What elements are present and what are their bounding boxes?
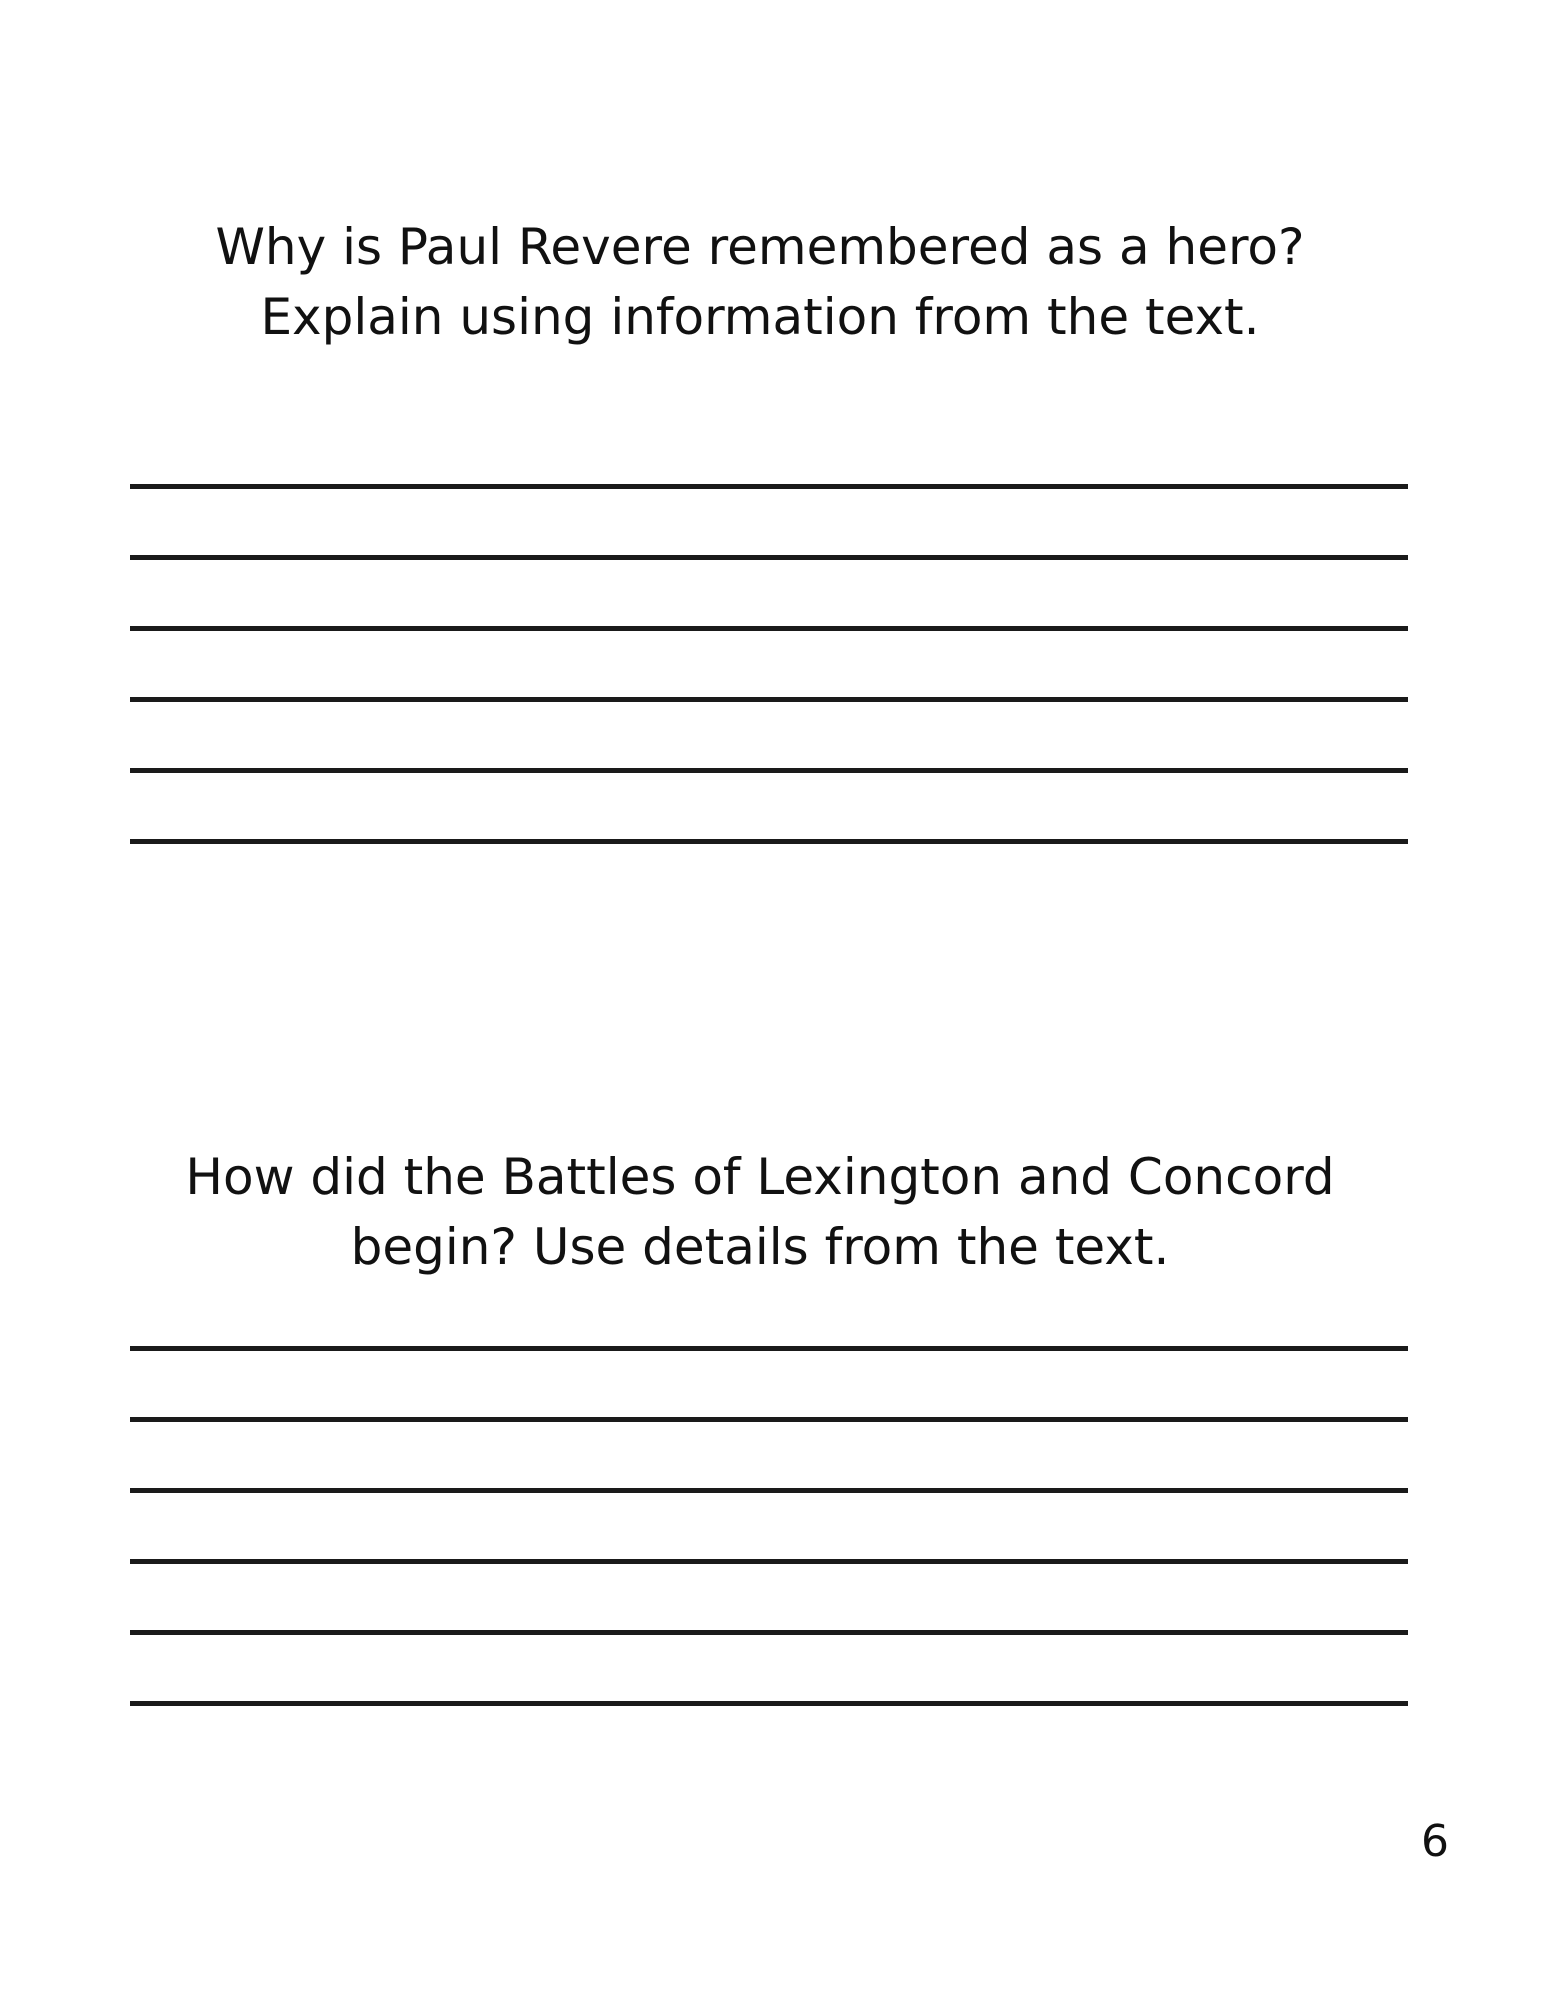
question-2: How did the Battles of Lexington and Concord begin? Use details from the text. [185,1148,1335,1276]
answer-line[interactable] [130,418,1408,489]
answer-line[interactable] [130,1564,1408,1635]
answer-line[interactable] [130,773,1408,844]
answer-line[interactable] [130,1280,1408,1351]
answer-line[interactable] [130,1635,1408,1706]
answer-line[interactable] [130,702,1408,773]
answer-line[interactable] [130,1493,1408,1564]
answer-lines-1 [130,418,1408,844]
page-number: 6 [1421,1816,1449,1867]
answer-line[interactable] [130,631,1408,702]
answer-line[interactable] [130,560,1408,631]
answer-line[interactable] [130,1422,1408,1493]
answer-line[interactable] [130,489,1408,560]
answer-line[interactable] [130,1351,1408,1422]
question-1: Why is Paul Revere remembered as a hero? Explain using information from the text. [215,218,1305,346]
answer-lines-2 [130,1280,1408,1706]
